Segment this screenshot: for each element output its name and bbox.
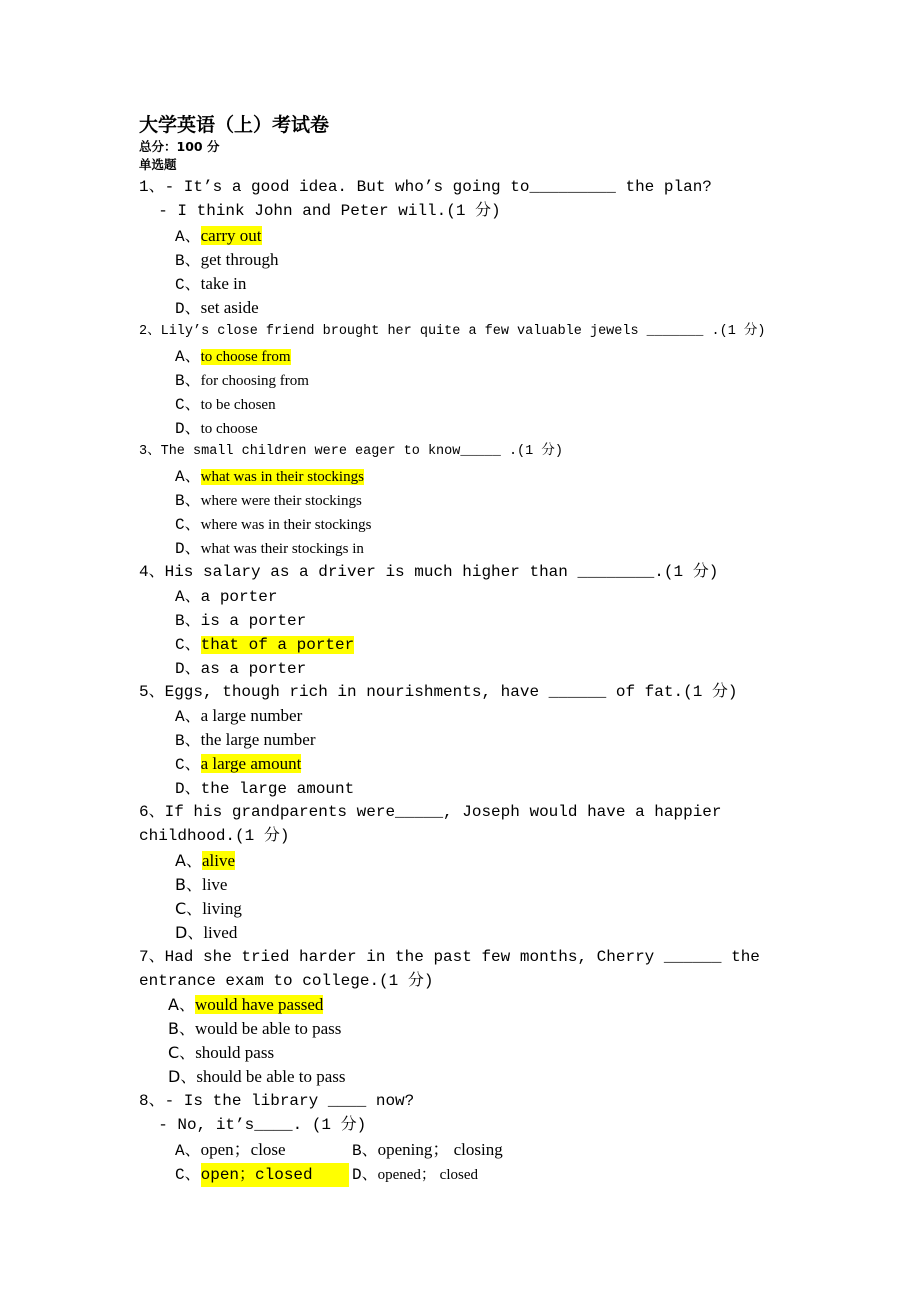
option-text: to choose [200,421,258,437]
option-text: living [202,899,242,918]
option-letter: C、 [175,516,201,534]
option-letter: D、 [175,780,201,798]
total-score: 总分：100 分 [139,139,220,154]
option-letter: A、 [168,995,195,1014]
option-text: get through [200,250,279,269]
option-text: lived [203,923,238,942]
q3-option-a[interactable] [175,464,364,489]
q5-option-d[interactable] [175,776,354,801]
option-text: carry out [200,226,262,245]
option-letter: A、 [175,1142,201,1160]
q4-option-b[interactable] [175,608,306,633]
option-text: opening； closing [377,1140,503,1159]
q4-option-a[interactable] [175,584,277,609]
section-heading: 单选题 [139,157,177,172]
q4-option-d[interactable] [175,656,306,681]
option-letter: A、 [175,851,202,870]
option-text: the large amount [200,780,355,798]
q2-option-c[interactable] [175,392,276,417]
question-7-line-2: entrance exam to college.(1 分) [139,972,434,990]
q3-option-b[interactable] [175,488,362,513]
option-text: to be chosen [200,397,276,413]
option-text: is a porter [200,612,307,630]
q8-option-c[interactable] [175,1162,349,1187]
question-1-line-1: 1、- It’s a good idea. But who’s going to_________ the plan? [139,178,712,196]
option-letter: C、 [175,899,203,918]
option-letter: C、 [175,396,201,414]
option-letter: A、 [175,588,201,606]
option-text: where was in their stockings [200,517,372,533]
option-letter: B、 [175,732,201,750]
option-text: opened； closed [377,1167,478,1183]
option-text: set aside [200,298,259,317]
option-text: a large amount [200,754,302,773]
q8-option-a[interactable] [175,1138,286,1163]
option-text: a porter [200,588,278,606]
q6-option-d[interactable] [175,921,237,945]
question-4-line-1: 4、His salary as a driver is much higher than ________.(1 分) [139,563,719,581]
option-text: the large number [200,730,316,749]
option-letter: C、 [175,276,201,294]
option-text: where were their stockings [200,493,362,509]
option-letter: D、 [175,660,201,678]
q6-option-c[interactable] [175,897,242,921]
option-letter: A、 [175,348,201,366]
question-6-line-2: childhood.(1 分) [139,827,290,845]
option-letter: C、 [175,1166,201,1184]
option-text: open；close [200,1140,286,1159]
option-text: live [201,875,228,894]
q5-option-c[interactable] [175,752,301,777]
option-letter: C、 [175,636,201,654]
option-letter: D、 [175,300,201,318]
q8-option-d[interactable] [352,1162,478,1187]
option-letter: A、 [175,228,201,246]
option-letter: B、 [175,875,202,894]
question-3-line-1: 3、The small children were eager to know_____ .(1 分) [139,444,563,459]
q7-option-c[interactable] [168,1041,274,1065]
exam-title: 大学英语（上）考试卷 [139,114,330,136]
q1-option-c[interactable] [175,272,246,297]
q7-option-a[interactable] [168,993,323,1017]
option-letter: D、 [175,923,204,942]
q5-option-b[interactable] [175,728,315,753]
q8-option-b[interactable] [352,1138,503,1163]
question-8-line-1: 8、- Is the library ____ now? [139,1092,415,1110]
option-letter: D、 [175,420,201,438]
option-text: that of a porter [200,636,355,654]
q4-option-c[interactable] [175,632,354,657]
option-text: as a porter [200,660,307,678]
option-text: should pass [195,1043,275,1062]
option-letter: A、 [175,468,201,486]
q6-option-b[interactable] [175,873,227,897]
option-letter: B、 [352,1142,378,1160]
option-text: what was in their stockings [200,469,364,485]
option-text: open；closed [201,1163,349,1187]
option-letter: B、 [175,372,201,390]
question-2-line-1: 2、Lily’s close friend brought her quite a few valuable jewels _______ .(1 分) [139,324,766,339]
option-letter: D、 [168,1067,197,1086]
option-letter: B、 [175,492,201,510]
option-letter: C、 [175,756,201,774]
option-text: would have passed [194,995,324,1014]
q7-option-b[interactable] [168,1017,341,1041]
option-letter: B、 [168,1019,195,1038]
q3-option-c[interactable] [175,512,371,537]
option-text: alive [201,851,235,870]
option-letter: A、 [175,708,201,726]
question-8-line-2: - No, it’s____. (1 分) [139,1116,367,1134]
question-6-line-1: 6、If his grandparents were_____, Joseph would have a happier [139,803,722,821]
option-letter: C、 [168,1043,196,1062]
question-7-line-1: 7、Had she tried harder in the past few months, Cherry ______ the [139,948,760,966]
option-letter: D、 [352,1166,378,1184]
option-letter: B、 [175,612,201,630]
q2-option-b[interactable] [175,368,309,393]
q6-option-a[interactable] [175,849,235,873]
option-text: to choose from [200,349,291,365]
option-text: take in [200,274,247,293]
option-text: for choosing from [200,373,309,389]
question-1-line-2: - I think John and Peter will.(1 分) [139,202,501,220]
option-text: what was their stockings in [200,541,364,557]
q7-option-d[interactable] [168,1065,346,1089]
q2-option-d[interactable] [175,416,258,441]
option-text: would be able to pass [194,1019,342,1038]
q5-option-a[interactable] [175,704,302,729]
q2-option-a[interactable] [175,344,291,369]
q3-option-d[interactable] [175,536,364,561]
option-text: a large number [200,706,303,725]
option-letter: B、 [175,252,201,270]
q1-option-b[interactable] [175,248,279,273]
q1-option-a[interactable] [175,224,262,249]
option-letter: D、 [175,540,201,558]
question-5-line-1: 5、Eggs, though rich in nourishments, have ______ of fat.(1 分) [139,683,738,701]
q1-option-d[interactable] [175,296,259,321]
option-text: should be able to pass [196,1067,346,1086]
